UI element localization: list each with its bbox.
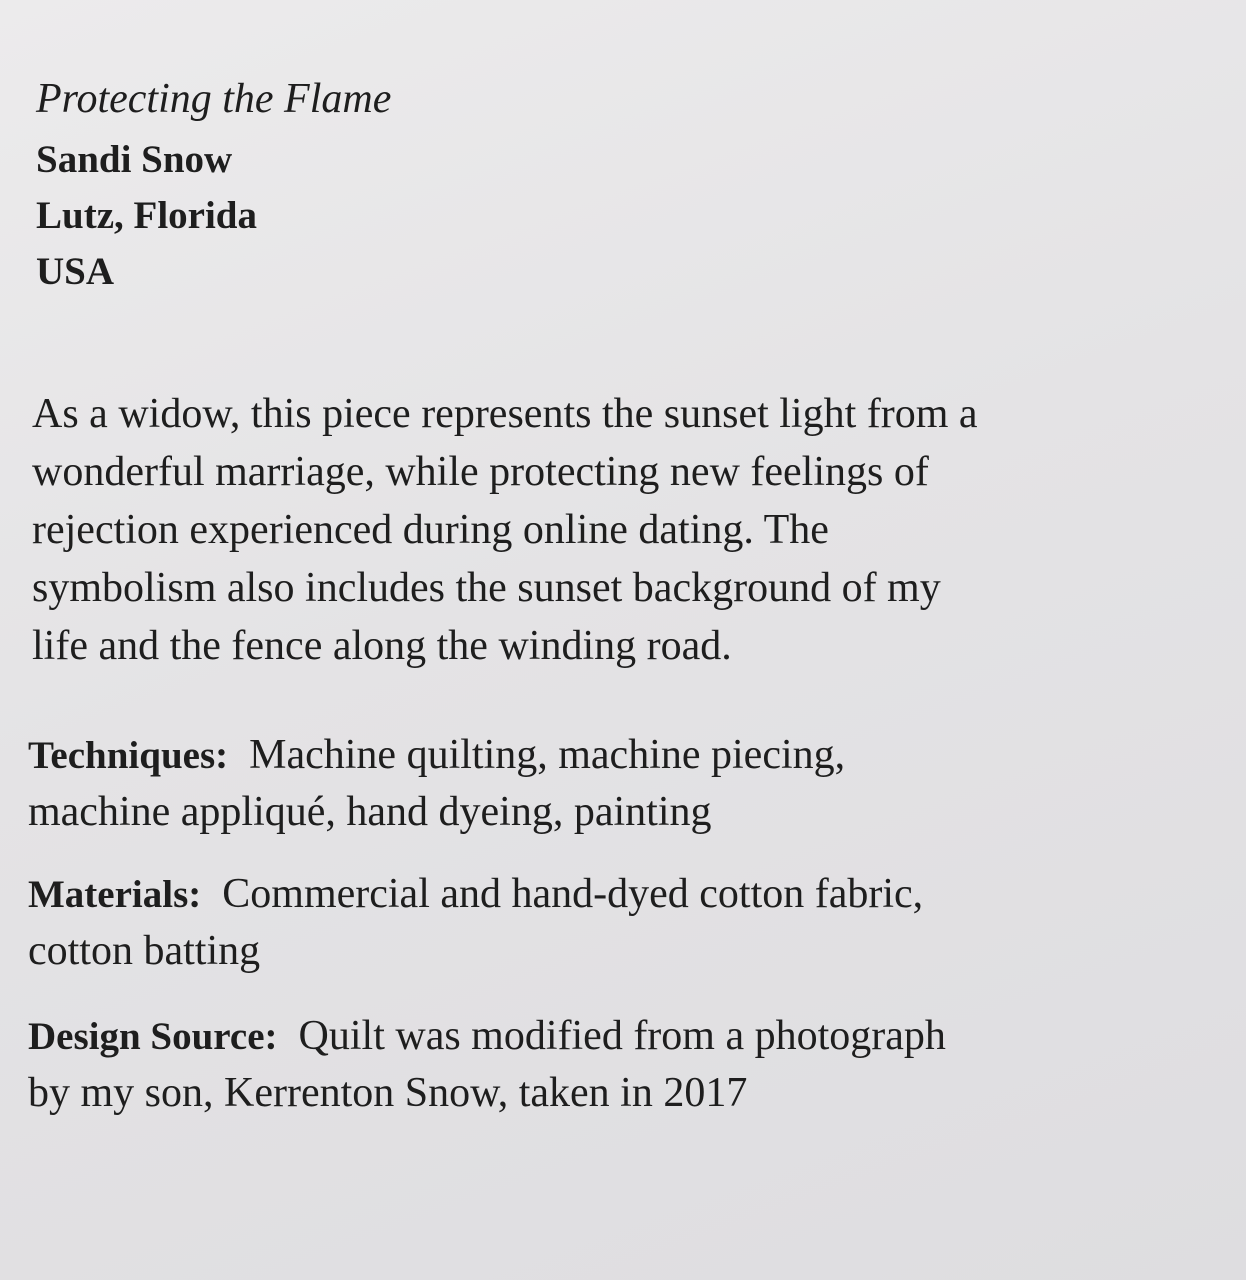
design-source-text: Quilt was modified from a photograph — [298, 1013, 946, 1059]
techniques-section — [28, 727, 1228, 840]
statement-line: symbolism also includes the sunset background of my — [32, 565, 941, 611]
design-source-label: Design Source: — [28, 1015, 278, 1058]
artist-statement — [32, 385, 1222, 675]
design-source-section — [28, 1008, 1228, 1121]
materials-text: Commercial and hand-dyed cotton fabric, — [222, 871, 924, 917]
artwork-title: Protecting the Flame — [36, 76, 392, 122]
statement-line: life and the fence along the winding road. — [32, 623, 732, 669]
techniques-label: Techniques: — [28, 734, 229, 777]
design-source-text: by my son, Kerrenton Snow, taken in 2017 — [28, 1070, 748, 1116]
materials-text: cotton batting — [28, 928, 261, 974]
artist-name: Sandi Snow — [36, 138, 233, 181]
materials-label: Materials: — [28, 873, 202, 916]
techniques-text: machine appliqué, hand dyeing, painting — [28, 789, 712, 835]
statement-line: rejection experienced during online dating. The — [32, 507, 829, 553]
statement-line: wonderful marriage, while protecting new feelings of — [32, 449, 929, 495]
artist-city: Lutz, Florida — [36, 194, 257, 237]
statement-line: As a widow, this piece represents the sunset light from a — [32, 391, 978, 437]
techniques-text: Machine quilting, machine piecing, — [249, 732, 846, 778]
artist-country: USA — [36, 250, 115, 293]
materials-section — [28, 866, 1228, 979]
